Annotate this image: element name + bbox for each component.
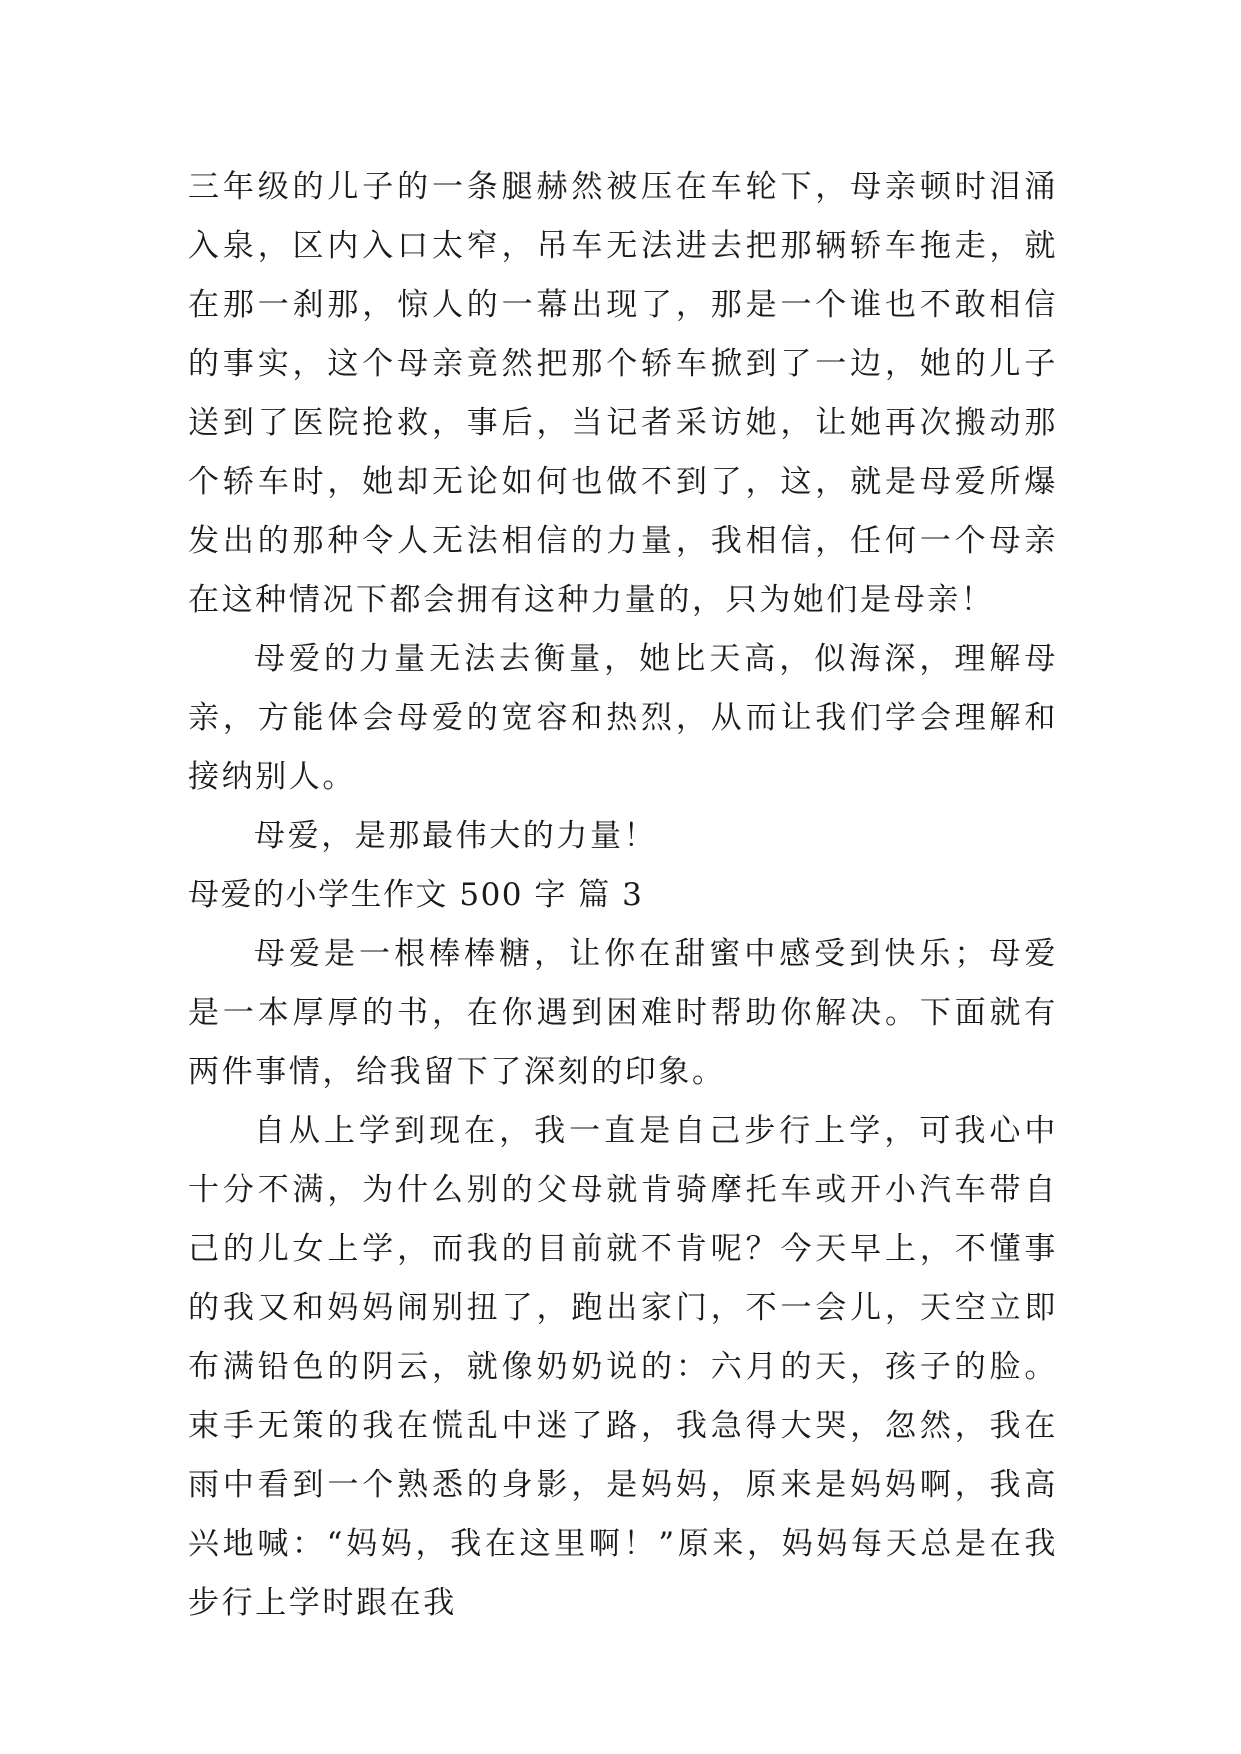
paragraph: 母爱是一根棒棒糖，让你在甜蜜中感受到快乐；母爱是一本厚厚的书，在你遇到困难时帮助你解决。下面就有两件事情，给我留下了深刻的印象。 bbox=[188, 936, 1058, 1090]
paragraph: 自从上学到现在，我一直是自己步行上学，可我心中十分不满，为什么别的父母就肯骑摩托车或开小汽车带自己的儿女上学，而我的目前就不肯呢？今天早上，不懂事的我又和妈妈闹别扭了，跑出家门，不一会儿，天空立即布满铅色的阴云，就像奶奶说的：六月的天，孩子的脸。束手无策的我在慌乱中迷了路，我急得大哭，忽然，我在雨中看到一个熟悉的身影，是妈妈，原来是妈妈啊，我高兴地喊：“妈妈，我在这里啊！”原来，妈妈每天总是在我步行上学时跟在我 bbox=[188, 1113, 1058, 1621]
paragraph: 母爱，是那最伟大的力量！ bbox=[254, 818, 658, 854]
paragraph: 三年级的儿子的一条腿赫然被压在车轮下，母亲顿时泪涌入泉，区内入口太窄，吊车无法进去把那辆轿车拖走，就在那一刹那，惊人的一幕出现了，那是一个谁也不敢相信的事实，这个母亲竟然把那个轿车掀到了一边，她的儿子送到了医院抢救，事后，当记者采访她，让她再次搬动那个轿车时，她却无论如何也做不到了，这，就是母爱所爆发出的那种令人无法相信的力量，我相信，任何一个母亲在这种情况下都会拥有这种力量的，只为她们是母亲！ bbox=[188, 169, 1058, 618]
paragraph: 母爱的力量无法去衡量，她比天高，似海深，理解母亲，方能体会母爱的宽容和热烈，从而让我们学会理解和接纳别人。 bbox=[188, 641, 1058, 795]
section-heading: 母爱的小学生作文 500 字 篇 3 bbox=[188, 877, 644, 913]
document-body bbox=[188, 158, 1058, 1633]
